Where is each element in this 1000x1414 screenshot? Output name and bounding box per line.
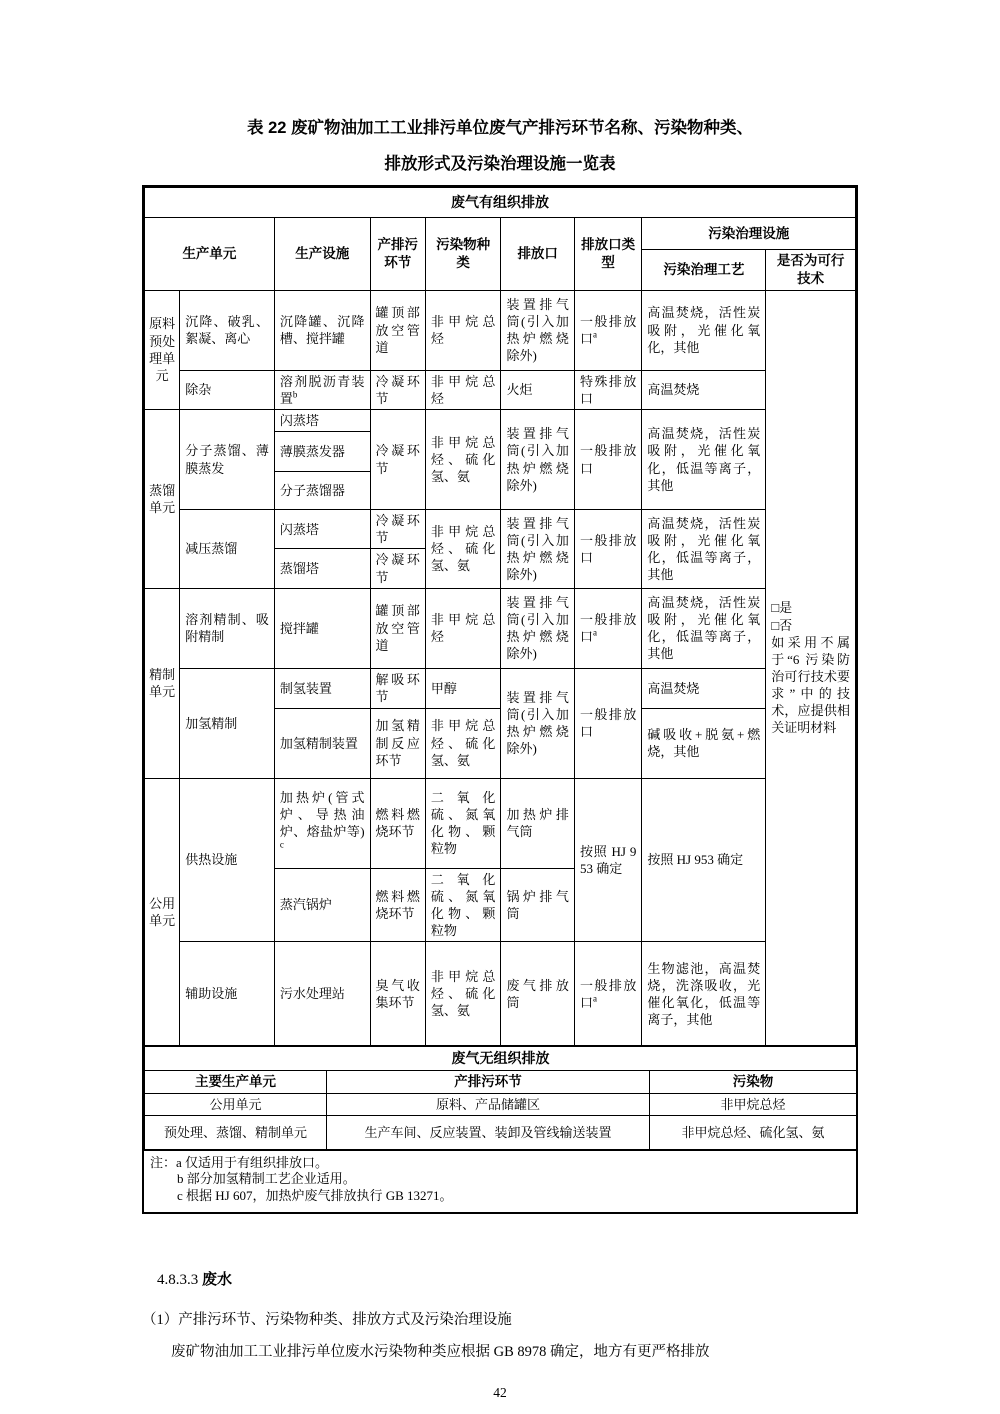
section-heading [157,1268,858,1289]
cell-distill-vac-pollutant: 非甲烷总烃、硫化氢、氨 [425,510,501,589]
cell-unorg-r1-unit: 公用单元 [145,1093,327,1115]
outlet-type-text: 一般排放口 [579,612,637,645]
cell-refine-u2-treatment: 碱吸收+脱氨+燃烧，其他 [642,708,766,778]
section-title: 废水 [202,1270,233,1288]
footnote-marker-a: a [592,993,597,1004]
cell-pretreat-r1-outlet-type [574,290,641,370]
header-treatment-group: 污染治理设施 [642,218,856,250]
cell-pretreat-r2-pollutant: 非甲烷总烃 [425,370,501,409]
cell-utility-heat-outlet-type: 按照 HJ 953 确定 [574,778,641,942]
cell-utility-aux-outlet: 废气排放筒 [501,942,575,1046]
cell-distill-vac-outlet-type: 一般排放口 [574,510,641,589]
cell-pretreat-r1-outlet: 装置排气筒(引入加热炉燃烧除外) [501,290,575,370]
cell-pretreat-r2-outlet: 火炬 [501,370,575,409]
table-row [145,1093,857,1115]
cell-refine-hydro-line: 加氢精制 [180,668,275,778]
cell-distill-mol-process: 冷凝环节 [370,409,425,509]
header-facility: 生产设施 [274,218,370,291]
footnote-marker-b: b [292,389,298,400]
cell-utility-aux-facility: 污水处理站 [274,942,370,1046]
cell-refine-u2-process: 加氢精制反应环节 [370,708,425,778]
header-feasible: 是否为可行技术 [766,250,856,291]
cell-refine-hydro-outlet-type: 一般排放口 [574,668,641,778]
cell-feasible-technology: □是 □否 如采用不属于“6 污染防治可行技术要求”中的技术，应提供相关证明材料 [766,290,856,1046]
table-title-line2: 排放形式及污染治理设施一览表 [384,154,616,173]
organized-emissions-table [144,187,856,1046]
header-treatment: 污染治理工艺 [642,250,766,291]
table-title-line1: 表 22 废矿物油加工工业排污单位废气产排污环节名称、污染物种类、 [246,119,754,137]
header-unorg-process: 产排污环节 [327,1070,650,1093]
cell-utility-aux-pollutant: 非甲烷总烃、硫化氢、氨 [425,942,501,1046]
footnote-a: 注：a 仅适用于有组织排放口。 [150,1154,329,1170]
cell-pretreat-r1-treatment: 高温焚烧，活性炭吸附，光催化氧化，其他 [642,290,766,370]
cell-distill-mol-treatment: 高温焚烧，活性炭吸附，光催化氧化，低温等离子，其他 [642,409,766,509]
cell-distill-mol-line: 分子蒸馏、薄膜蒸发 [180,409,275,509]
cell-refine-solvent-outlet-type [574,588,641,668]
outlet-type-text: 一般排放口 [579,977,637,1010]
cell-distill-mol-f3: 分子蒸馏器 [274,472,370,510]
page-content [142,0,858,1401]
body-paragraph: 废矿物油加工工业排污单位废水污染物种类应根据 GB 8978 确定，地方有更严格排放 [171,1343,710,1360]
cell-utility-boiler-process: 燃料燃烧环节 [370,868,425,942]
header-process: 产排污环节 [370,218,425,291]
cell-pretreat-r2-facility [274,370,370,409]
cell-utility-aux-line: 辅助设施 [180,942,275,1046]
cell-refine-h2-pollutant: 甲醇 [425,668,501,708]
footnote-marker-a: a [592,329,597,340]
header-outlet-type: 排放口类型 [574,218,641,291]
cell-refine-solvent-line: 溶剂精制、吸附精制 [180,588,275,668]
list-item: （1）产排污环节、污染物种类、排放方式及污染治理设施 [142,1311,512,1328]
cell-distill-mol-f2: 薄膜蒸发器 [274,432,370,472]
cell-refine-solvent-pollutant: 非甲烷总烃 [425,588,501,668]
cell-distill-vac-f1: 闪蒸塔 [274,510,370,549]
cell-utility-boiler-outlet: 锅炉排气筒 [501,868,575,942]
cell-refine-solvent-outlet: 装置排气筒(引入加热炉燃烧除外) [501,588,575,668]
footnote-marker-c: c [279,840,284,851]
cell-refine-h2-facility: 制氢装置 [274,668,370,708]
facility-text: 加热炉(管式炉、导热油炉、熔盐炉等) [279,789,365,840]
cell-distill-mol-f1: 闪蒸塔 [274,409,370,431]
cell-utility-furnace-pollutant: 二氧化硫、氮氧化物、颗粒物 [425,778,501,868]
cell-distill-vac-outlet: 装置排气筒(引入加热炉燃烧除外) [501,510,575,589]
cell-pretreat-r2-process: 冷凝环节 [370,370,425,409]
cell-pretreat-r2-treatment: 高温焚烧 [642,370,766,409]
header-main-unit: 主要生产单元 [145,1070,327,1093]
page-number: 42 [493,1385,507,1401]
footnote-marker-a: a [592,627,597,638]
cell-distill-mol-outlet: 装置排气筒(引入加热炉燃烧除外) [501,409,575,509]
cell-refine-u2-facility: 加氢精制装置 [274,708,370,778]
header-outlet: 排放口 [501,218,575,291]
cell-pretreat-r1-facility: 沉降罐、沉降槽、搅拌罐 [274,290,370,370]
cell-refine-h2-process: 解吸环节 [370,668,425,708]
cell-refine-h2-treatment: 高温焚烧 [642,668,766,708]
cell-refine-solvent-treatment: 高温焚烧，活性炭吸附，光催化氧化，低温等离子，其他 [642,588,766,668]
cell-pretreat-r1-pollutant: 非甲烷总烃 [425,290,501,370]
cell-utility-furnace-process: 燃料燃烧环节 [370,778,425,868]
cell-pretreat-r1-line: 沉降、破乳、絮凝、离心 [180,290,275,370]
cell-pretreat-unit: 原料预处理单元 [145,290,180,409]
cell-unorg-r2-unit: 预处理、蒸馏、精制单元 [145,1115,327,1149]
cell-utility-boiler-pollutant: 二氧化硫、氮氧化物、颗粒物 [425,868,501,942]
section-organized-title: 废气有组织排放 [145,188,856,218]
cell-utility-aux-outlet-type [574,942,641,1046]
cell-utility-heat-treatment: 按照 HJ 953 确定 [642,778,766,942]
cell-distill-vac-p2: 冷凝环节 [370,549,425,588]
cell-utility-heat-line: 供热设施 [180,778,275,942]
cell-refine-solvent-facility: 搅拌罐 [274,588,370,668]
cell-utility-aux-treatment: 生物滤池，高温焚烧，洗涤吸收，光催化氧化，低温等离子，其他 [642,942,766,1046]
cell-refine-u2-pollutant: 非甲烷总烃、硫化氢、氨 [425,708,501,778]
table-row [145,1115,857,1149]
cell-distill-vac-f2: 蒸馏塔 [274,549,370,588]
cell-unorg-r1-process: 原料、产品储罐区 [327,1093,650,1115]
cell-distill-vac-p1: 冷凝环节 [370,510,425,549]
cell-refine-unit: 精制单元 [145,588,180,778]
header-unorg-pollutant: 污染物 [650,1070,857,1093]
cell-unorg-r2-process: 生产车间、反应装置、装卸及管线输送装置 [327,1115,650,1149]
cell-utility-aux-process: 臭气收集环节 [370,942,425,1046]
unorganized-emissions-table [144,1046,857,1149]
emissions-table [142,185,858,1214]
cell-refine-solvent-process: 罐顶部放空管道 [370,588,425,668]
cell-distill-mol-outlet-type: 一般排放口 [574,409,641,509]
section-number: 4.8.3.3 [157,1271,199,1288]
footnote-b: b 部分加氢精制工艺企业适用。 [177,1171,356,1187]
cell-unorg-r2-pollutant: 非甲烷总烃、硫化氢、氨 [650,1115,857,1149]
cell-pretreat-r2-line: 除杂 [180,370,275,409]
table-title [142,120,858,172]
cell-pretreat-r1-process: 罐顶部放空管道 [370,290,425,370]
section-unorganized-title: 废气无组织排放 [145,1047,857,1070]
facility-text: 溶剂脱沥青装置 [279,373,365,406]
cell-utility-furnace-facility [274,778,370,868]
header-pollutant: 污染物种类 [425,218,501,291]
cell-distill-vac-treatment: 高温焚烧，活性炭吸附，光催化氧化，低温等离子，其他 [642,510,766,589]
footnote-c: c 根据 HJ 607，加热炉废气排放执行 GB 13271。 [177,1188,453,1204]
cell-utility-boiler-facility: 蒸汽锅炉 [274,868,370,942]
cell-refine-hydro-outlet: 装置排气筒(引入加热炉燃烧除外) [501,668,575,778]
cell-utility-furnace-outlet: 加热炉排气筒 [501,778,575,868]
cell-unorg-r1-pollutant: 非甲烷总烃 [650,1093,857,1115]
cell-distill-mol-pollutant: 非甲烷总烃、硫化氢、氨 [425,409,501,509]
outlet-type-text: 一般排放口 [579,313,637,347]
header-unit: 生产单元 [145,218,275,291]
cell-pretreat-r2-outlet-type: 特殊排放口 [574,370,641,409]
table-footnotes [144,1150,856,1212]
cell-utility-unit: 公用单元 [145,778,180,1046]
cell-distill-unit: 蒸馏单元 [145,409,180,588]
cell-distill-vac-line: 减压蒸馏 [180,510,275,589]
